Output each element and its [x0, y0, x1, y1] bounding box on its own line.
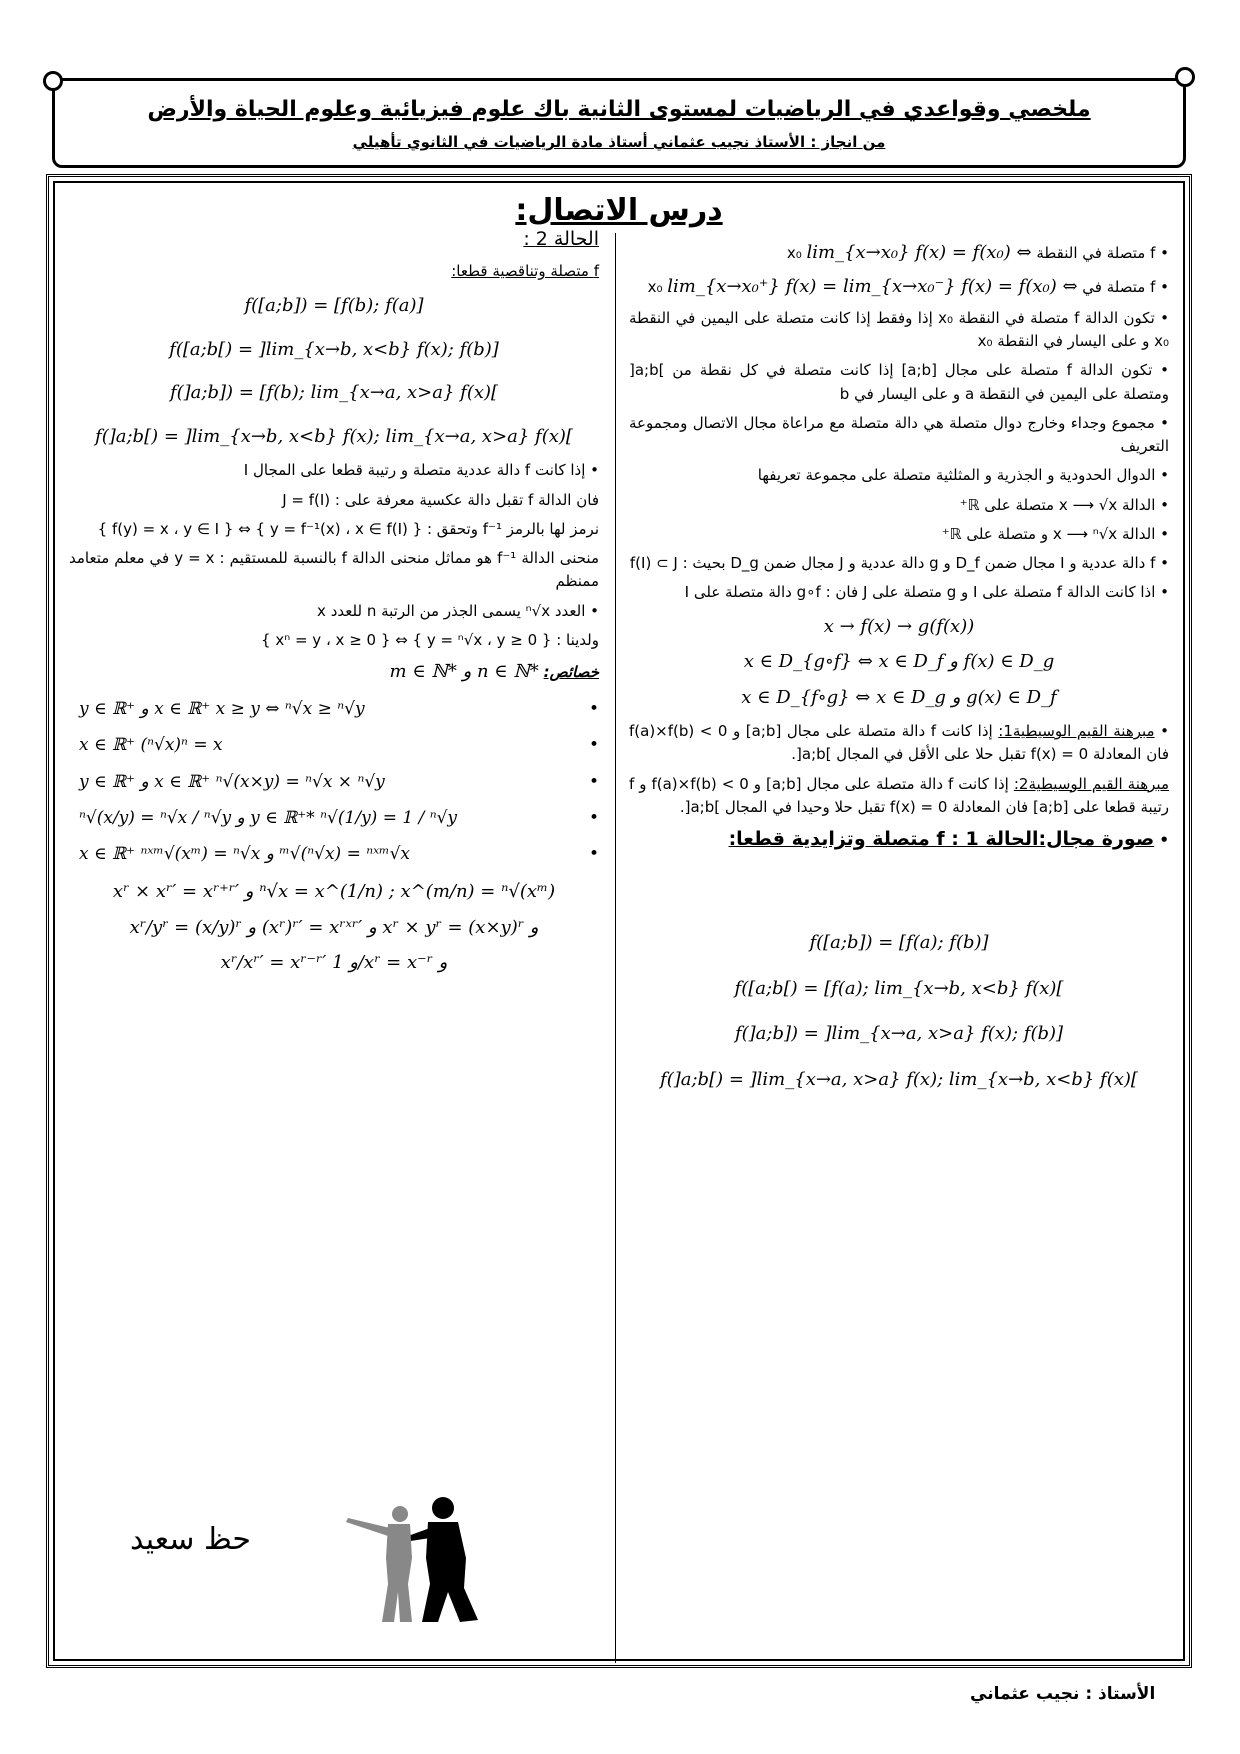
left-column	[69, 219, 599, 985]
teacher-child-illustration	[338, 1488, 488, 1628]
composition-setup: • f دالة عددية و I مجال ضمن D_f و g دالة عددية و J مجال ضمن D_g بحيث : f(I) ⊂ J	[629, 554, 1169, 573]
case2-open: f(]a;b[) = ]lim_{x→b, x<b} f(x); lim_{x→a, x>a} f(x)[	[95, 426, 573, 448]
def-continuity-point: • f متصلة في النقطة x₀ lim_{x→x₀} f(x) = f(x₀) ⇔	[786, 242, 1169, 263]
inverse-theorem: • إذا كانت f دالة عددية متصلة و رتيبة قطعا على المجال I	[243, 461, 599, 480]
footer-author: الأستاذ : نجيب عثماني	[970, 1684, 1156, 1704]
case2-right-open: f([a;b[) = ]lim_{x→b, x<b} f(x); f(b)]	[169, 338, 499, 360]
property-3: • y ∈ ℝ⁺ و x ∈ ℝ⁺ ⁿ√(x×y) = ⁿ√x × ⁿ√y	[79, 771, 599, 792]
column-divider	[615, 233, 616, 1663]
case2-title: الحالة 2 :	[523, 228, 599, 250]
sqrt-continuity: • الدالة x ⟶ √x متصلة على ℝ⁺	[959, 495, 1169, 514]
document-author: من انجاز : الأستاذ نجيب عثماني أستاذ مادة الرياضيات في الثانوي تأهيلي	[352, 133, 886, 151]
usual-functions: • الدوال الحدودية و الجذرية و المثلثية متصلة على مجموعة تعريفها	[757, 466, 1169, 485]
ivt-1: • مبرهنة القيم الوسيطية1: إذا كانت f دالة متصلة على مجال [a;b] و f(a)×f(b) < 0 فان المعادلة f(x) = 0 تقبل حلا على الأقل في المجال ]a;b[.	[629, 722, 1169, 764]
nth-root-equiv: ولدينا : { y = ⁿ√x ، y ≥ 0 } ⇔ { xⁿ = y ، x ≥ 0 }	[261, 630, 599, 649]
powers-rule-3: xʳ/xʳ′ = xʳ⁻ʳ′ و 1/xʳ = x⁻ʳ و	[220, 952, 448, 974]
property-1: • y ∈ ℝ⁺ و x ∈ ℝ⁺ x ≥ y ⇔ ⁿ√x ≥ ⁿ√y	[79, 698, 599, 719]
document-title: ملخصي وقواعدي في الرياضيات لمستوى الثانية باك علوم فيزيائية وعلوم الحياة والأرض	[147, 97, 1091, 122]
ivt-1-title: مبرهنة القيم الوسيطية1:	[998, 722, 1155, 741]
image-interval-title: • صورة مجال:الحالة 1 : f متصلة وتزايدية قطعا:	[728, 828, 1169, 851]
case2-left-open: f(]a;b]) = [f(b); lim_{x→a, x>a} f(x)[	[169, 382, 499, 404]
nth-root-def: • العدد ⁿ√x يسمى الجذر من الرتبة n للعدد x	[317, 601, 599, 620]
formula: lim_{x→x₀⁺} f(x) = lim_{x→x₀⁻} f(x) = f(x₀) ⇔	[667, 275, 1078, 297]
content-frame	[46, 174, 1192, 1668]
theorem-left-right: • تكون الدالة f متصلة في النقطة x₀ إذا وفقط إذا كانت متصلة على اليمين في النقطة x₀ و على اليسار في النقطة x₀	[629, 308, 1169, 351]
def-continuity-sides: • f متصلة في x₀ lim_{x→x₀⁺} f(x) = lim_{x→x₀⁻} f(x) = f(x₀) ⇔	[647, 275, 1169, 297]
case1-right-open: f([a;b[) = [f(a); lim_{x→b, x<b} f(x)[	[734, 977, 1064, 999]
case2-subtitle: f متصلة وتناقصية قطعا:	[451, 262, 599, 281]
nth-root-continuity: • الدالة x ⟶ ⁿ√x و متصلة على ℝ⁺	[941, 524, 1169, 543]
property-5: • x ∈ ℝ⁺ ⁿˣᵐ√(xᵐ) = ⁿ√x و ᵐ√(ⁿ√x) = ⁿˣᵐ√x	[79, 844, 599, 865]
domain-fog: x ∈ D_{f∘g} ⇔ x ∈ D_g و g(x) ∈ D_f	[741, 687, 1057, 709]
right-column	[629, 233, 1169, 1102]
property-2: • x ∈ ℝ⁺ (ⁿ√x)ⁿ = x	[79, 735, 599, 756]
formula: lim_{x→x₀} f(x) = f(x₀) ⇔	[806, 242, 1032, 263]
domain-gof: x ∈ D_{g∘f} ⇔ x ∈ D_f و f(x) ∈ D_g	[743, 651, 1055, 673]
lesson-title: درس الاتصال:	[515, 193, 723, 228]
def-continuity-interval: • تكون الدالة f متصلة على مجال [a;b] إذا كانت متصلة في كل نقطة من ]a;b[ ومتصلة على اليمين في النقطة a و على اليسار في b	[629, 361, 1170, 403]
good-luck-text: حظ سعيد	[130, 1522, 251, 1557]
case1-left-open: f(]a;b]) = ]lim_{x→a, x>a} f(x); f(b)]	[734, 1023, 1064, 1045]
ivt-2-title: مبرهنة القيم الوسيطية2:	[1013, 774, 1169, 793]
property-4: • ⁿ√(x/y) = ⁿ√x / ⁿ√y و y ∈ ℝ⁺* ⁿ√(1/y) = 1 / ⁿ√y	[79, 807, 599, 828]
header-banner	[52, 78, 1186, 168]
composition-chain: x → f(x) → g(f(x))	[823, 615, 975, 637]
case1-open: f(]a;b[) = ]lim_{x→a, x>a} f(x); lim_{x→b, x<b} f(x)[	[660, 1069, 1138, 1091]
powers-rule-2: xʳ/yʳ = (x/y)ʳ و (xʳ)ʳ′ = xʳˣʳ′ و xʳ × yʳ = (x×y)ʳ و	[129, 916, 539, 938]
operations-rule: • مجموع وجداء وخارج دوال متصلة هي دالة متصلة مع مراعاة مجال الاتصال ومجموعة التعريف	[629, 413, 1169, 456]
case2-closed: f([a;b]) = [f(b); f(a)]	[244, 294, 424, 316]
ivt-2: مبرهنة القيم الوسيطية2: إذا كانت f دالة متصلة على مجال [a;b] و f(a)×f(b) < 0 و f رتيبة قطعا على [a;b] فان المعادلة f(x) = 0 تقبل حلا وحيدا في المجال ]a;b[.	[629, 774, 1169, 816]
powers-rule-1: xʳ × xʳ′ = xʳ⁺ʳ′ و ⁿ√x = x^(1/n) ; x^(m/n) = ⁿ√(xᵐ)	[112, 880, 556, 902]
inverse-curve: منحنى الدالة f⁻¹ هو مماثل منحنى الدالة f بالنسبة للمستقيم : y = x في معلم متعامد ممنظم	[69, 549, 599, 591]
case1-closed: f([a;b]) = [f(a); f(b)]	[809, 931, 989, 953]
inverse-domain: فان الدالة f تقبل دالة عكسية معرفة على : J = f(I)	[282, 490, 599, 509]
inverse-notation: نرمز لها بالرمز f⁻¹ وتحقق : { y = f⁻¹(x) ، x ∈ f(I) } ⇔ { f(y) = x ، y ∈ I }	[97, 519, 599, 538]
composition-theorem: • اذا كانت الدالة f متصلة على I و g متصلة على J فان : g∘f دالة متصلة على I	[684, 583, 1169, 602]
properties-header: خصائص: m ∈ ℕ* و n ∈ ℕ*	[389, 661, 599, 682]
